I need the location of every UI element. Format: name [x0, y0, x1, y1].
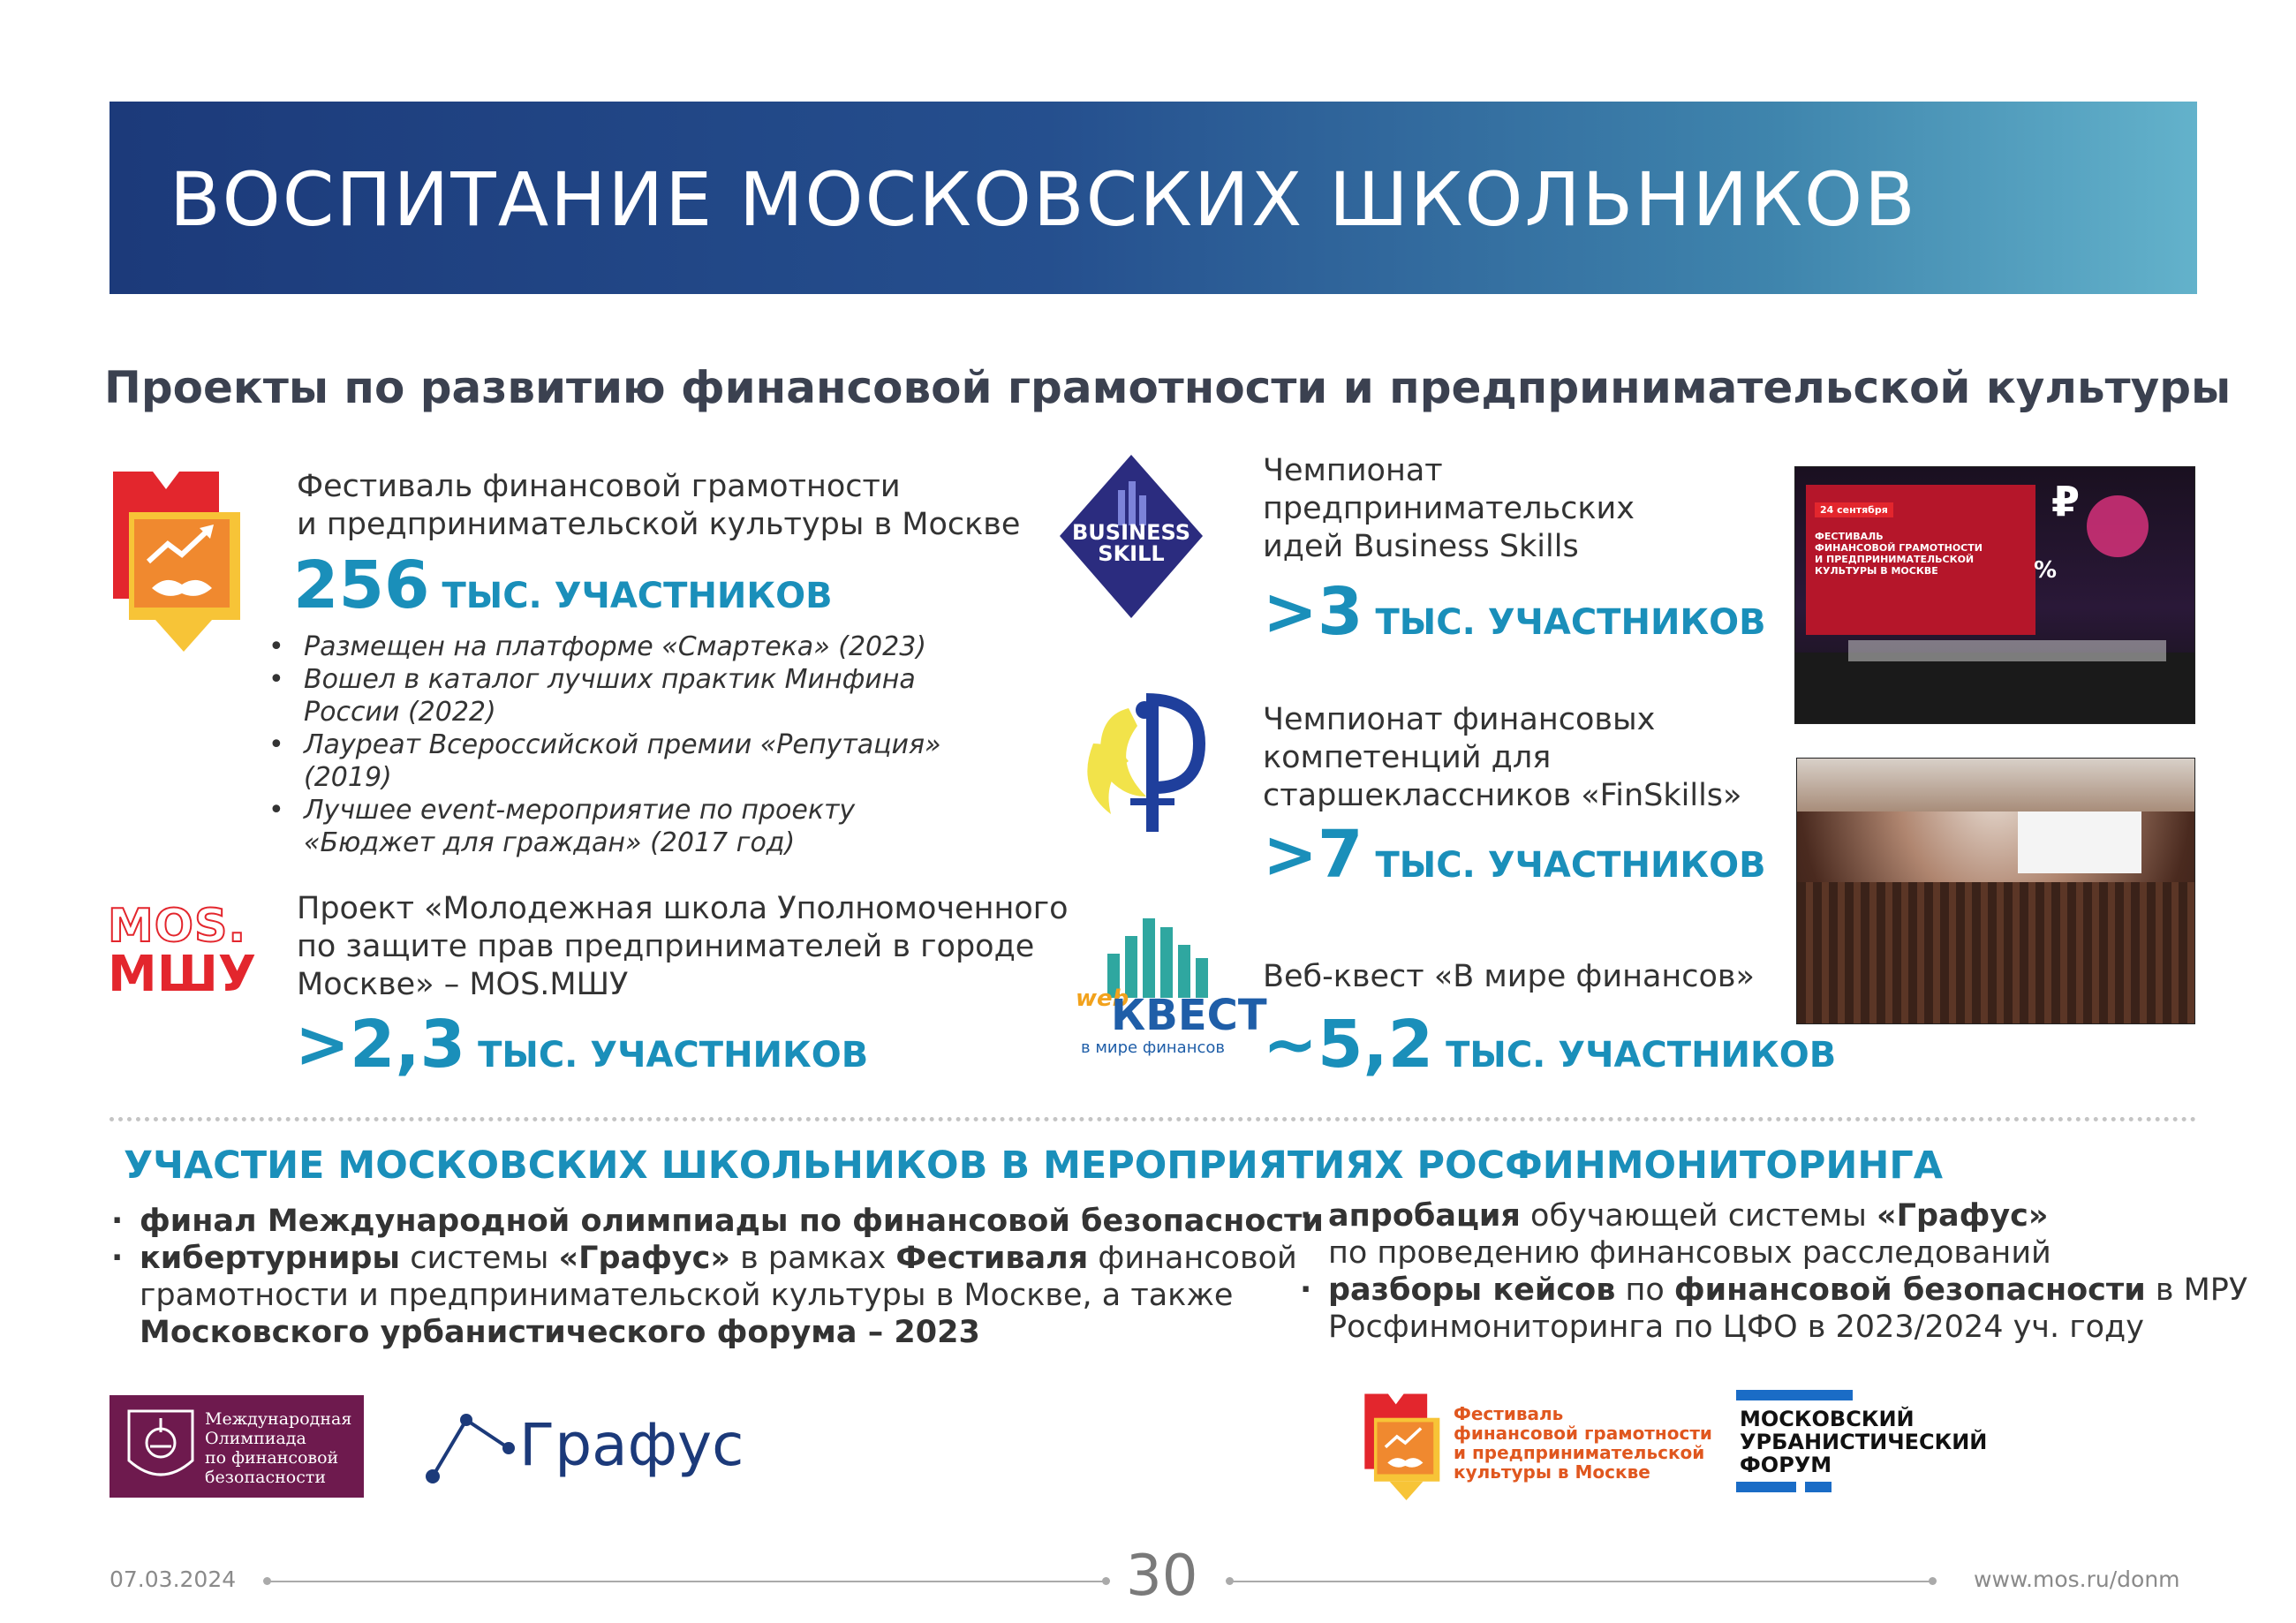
quest-description — [1263, 958, 1755, 996]
list-item-continued — [304, 827, 941, 859]
festival-line2: и предпринимательской культуры в Москве — [297, 507, 1021, 542]
list-item: • Лучшее event-мероприятие по проекту — [304, 794, 941, 827]
list-item-cont: России (2022) — [304, 697, 496, 728]
stage-graphics — [2016, 478, 2157, 593]
audience-crowd — [1797, 882, 2194, 1023]
list-item: • Размещен на платформе «Смартека» (2023) — [304, 630, 941, 663]
footer-line-right — [1233, 1581, 1930, 1582]
section-subtitle: Проекты по развитию финансовой грамотности и предпринимательской культуры — [104, 362, 2232, 413]
festival-small-logo-text — [1454, 1404, 1712, 1482]
forum-line1: МОСКОВСКИЙ — [1740, 1407, 1915, 1431]
right-item1-line2: по проведению финансовых расследований — [1328, 1235, 2051, 1271]
stage-screen-panel — [1806, 485, 2035, 635]
left-item2-line2: грамотности и предпринимательской культуры в Москве, а также — [140, 1278, 1234, 1313]
business-unit: ТЫС. УЧАСТНИКОВ — [1375, 602, 1766, 643]
festival-logo-line3: и предпринимательской — [1454, 1442, 1705, 1463]
right-item2-t1: по — [1615, 1272, 1674, 1308]
header-banner — [110, 102, 2197, 294]
mos-description — [297, 890, 1069, 1004]
olympiad-logo-text — [205, 1409, 351, 1487]
ruble-icon: ₽ — [2051, 478, 2081, 525]
finskills-line2: компетенций для — [1263, 740, 1552, 775]
business-line1: Чемпионат — [1263, 453, 1443, 488]
footer-url[interactable]: www.mos.ru/donm — [1974, 1566, 2180, 1592]
mos-line1: Проект «Молодежная школа Уполномоченного — [297, 891, 1069, 926]
grafus-logo — [422, 1409, 744, 1489]
list-item: • Вошел в каталог лучших практик Минфина — [304, 663, 941, 696]
left-item2-t3: финансовой — [1088, 1241, 1297, 1276]
festival-logo-line2: финансовой грамотности — [1454, 1423, 1712, 1444]
finskills-description — [1263, 701, 1741, 815]
stage-title-2: ФИНАНСОВОЙ ГРАМОТНОСТИ — [1815, 542, 1983, 554]
olympiad-line4: безопасности — [205, 1468, 327, 1487]
festival-logo-icon — [113, 466, 244, 652]
left-item2-t2: в рамках — [730, 1241, 896, 1276]
section2-title: УЧАСТИЕ МОСКОВСКИХ ШКОЛЬНИКОВ В МЕРОПРИЯТИЯХ РОСФИНМОНИТОРИНГА — [124, 1144, 1944, 1188]
stage-title — [1815, 531, 1983, 577]
mos-mshu-logo — [108, 900, 263, 1003]
stage-floor — [1795, 653, 2194, 723]
olympiad-line1: Международная — [205, 1409, 352, 1429]
mos-participants — [295, 1007, 868, 1083]
festival-logo-line1: Фестиваль — [1454, 1403, 1564, 1424]
page-title: ВОСПИТАНИЕ МОСКОВСКИХ ШКОЛЬНИКОВ — [170, 156, 1917, 243]
business-line3: идей Business Skills — [1263, 529, 1579, 564]
stage-date: 24 сентября — [1815, 502, 1893, 517]
footer-dot — [1929, 1577, 1937, 1585]
footer-line-left — [270, 1581, 1106, 1582]
section2-left-list — [111, 1203, 1324, 1351]
list-item — [1300, 1197, 2247, 1234]
festival-participants — [293, 547, 833, 623]
section-divider — [110, 1117, 2197, 1121]
stage-title-1: ФЕСТИВАЛЬ — [1815, 531, 1884, 542]
buildings-icon — [1099, 910, 1222, 998]
quest-logo-main: КВЕСТ — [1111, 991, 1267, 1040]
forum-line2: УРБАНИСТИЧЕСКИЙ — [1740, 1430, 1988, 1454]
mos-logo-bottom: МШУ — [108, 946, 257, 1003]
percent-icon: % — [2034, 557, 2058, 584]
festival-small-logo-icon — [1363, 1391, 1443, 1500]
finskills-participants — [1263, 817, 1766, 893]
business-skills-logo — [1060, 455, 1203, 618]
stage-title-3: И ПРЕДПРИНИМАТЕЛЬСКОЙ — [1815, 554, 1975, 565]
forum-line3: ФОРУМ — [1740, 1453, 1832, 1477]
figures-graphic — [2087, 495, 2149, 557]
quest-count: ~5,2 — [1263, 1007, 1434, 1083]
festival-logo-line4: культуры в Москве — [1454, 1461, 1650, 1483]
festival-line1: Фестиваль финансовой грамотности — [297, 469, 901, 504]
forum-bar-top — [1736, 1390, 1853, 1400]
list-item — [111, 1240, 1324, 1277]
olympiad-line2: Олимпиада — [205, 1429, 306, 1448]
footer-dot — [1102, 1577, 1110, 1585]
forum-bar-bottom-1 — [1736, 1482, 1796, 1492]
mos-unit: ТЫС. УЧАСТНИКОВ — [478, 1035, 869, 1076]
list-item — [111, 1203, 1324, 1240]
left-item2-b1: кибертурниры — [140, 1241, 401, 1276]
right-item2-b1: разборы кейсов — [1328, 1272, 1616, 1308]
business-participants — [1263, 574, 1766, 650]
business-logo-line2: SKILL — [1098, 541, 1165, 566]
quest-logo-web: web — [1076, 985, 1129, 1012]
grafus-logo-text: Графус — [519, 1411, 744, 1479]
finskills-count: >7 — [1263, 817, 1363, 893]
section2-right-list — [1300, 1197, 2247, 1346]
finskills-line1: Чемпионат финансовых — [1263, 702, 1656, 737]
finskills-unit: ТЫС. УЧАСТНИКОВ — [1375, 845, 1766, 886]
festival-unit: ТЫС. УЧАСТНИКОВ — [442, 576, 833, 616]
right-item2-t2: в МРУ — [2145, 1272, 2248, 1308]
forum-bar-bottom-2 — [1805, 1482, 1832, 1492]
left-item1: финал Международной олимпиады по финансовой безопасности — [140, 1204, 1324, 1239]
hall-ceiling — [1797, 759, 2194, 812]
mos-count: >2,3 — [295, 1007, 466, 1083]
quest-unit: ТЫС. УЧАСТНИКОВ — [1446, 1035, 1837, 1076]
list-item-continued — [304, 696, 941, 728]
left-item2-b2: «Графус» — [558, 1241, 731, 1276]
urban-forum-logo — [1736, 1390, 2001, 1498]
mos-line2: по защите прав предпринимателей в городе — [297, 929, 1035, 964]
festival-audience-photo — [1796, 758, 2195, 1024]
page-number: 30 — [1126, 1544, 1198, 1609]
business-description — [1263, 452, 1635, 566]
festival-count: 256 — [293, 547, 430, 623]
mos-line3: Москве» – MOS.МШУ — [297, 967, 629, 1002]
list-item-cont: (2019) — [304, 762, 392, 793]
right-item1-t1: обучающей системы — [1520, 1198, 1877, 1234]
list-item: • Лауреат Всероссийской премии «Репутация» — [304, 728, 941, 761]
quest-participants — [1263, 1007, 1836, 1083]
list-item — [1300, 1272, 2247, 1309]
footer-date: 07.03.2024 — [110, 1566, 237, 1592]
forum-logo-text — [1740, 1408, 1987, 1476]
list-item-cont: «Бюджет для граждан» (2017 год) — [304, 827, 796, 858]
finskills-logo-icon — [1076, 691, 1217, 841]
list-item-continued — [304, 761, 941, 794]
right-item1-b1: апробация — [1328, 1198, 1521, 1234]
left-item2-b3: Фестиваля — [895, 1241, 1089, 1276]
right-item2-line2: Росфинмониторинга по ЦФО в 2023/2024 уч. году — [1328, 1310, 2144, 1345]
mos-logo-top: MOS. — [108, 900, 247, 953]
finskills-line3: старшеклассников «FinSkills» — [1263, 778, 1742, 813]
quest-line1: Веб-квест «В мире финансов» — [1263, 959, 1755, 994]
stage-title-4: КУЛЬТУРЫ В МОСКВЕ — [1815, 565, 1938, 577]
festival-stage-photo — [1794, 466, 2195, 724]
olympiad-emblem-icon — [125, 1408, 196, 1485]
left-item2-t1: системы — [400, 1241, 559, 1276]
hall-screen — [2018, 812, 2141, 873]
business-line2: предпринимательских — [1263, 491, 1635, 526]
left-item2-line3: Московского урбанистического форума – 2023 — [140, 1315, 980, 1350]
business-logo-line1: BUSINESS — [1072, 520, 1190, 545]
olympiad-line3: по финансовой — [205, 1448, 339, 1468]
right-item2-b2: финансовой безопасности — [1673, 1272, 2146, 1308]
business-logo-text — [1067, 522, 1196, 564]
grafus-graph-icon — [422, 1413, 519, 1487]
panel-table — [1848, 640, 2166, 661]
olympiad-logo — [110, 1395, 364, 1498]
festival-description — [297, 468, 1020, 544]
right-item1-b2: «Графус» — [1877, 1198, 2049, 1234]
business-count: >3 — [1263, 574, 1363, 650]
web-quest-logo — [1076, 910, 1267, 1057]
festival-achievements-list — [272, 630, 941, 859]
quest-logo-sub: в мире финансов — [1081, 1038, 1226, 1057]
